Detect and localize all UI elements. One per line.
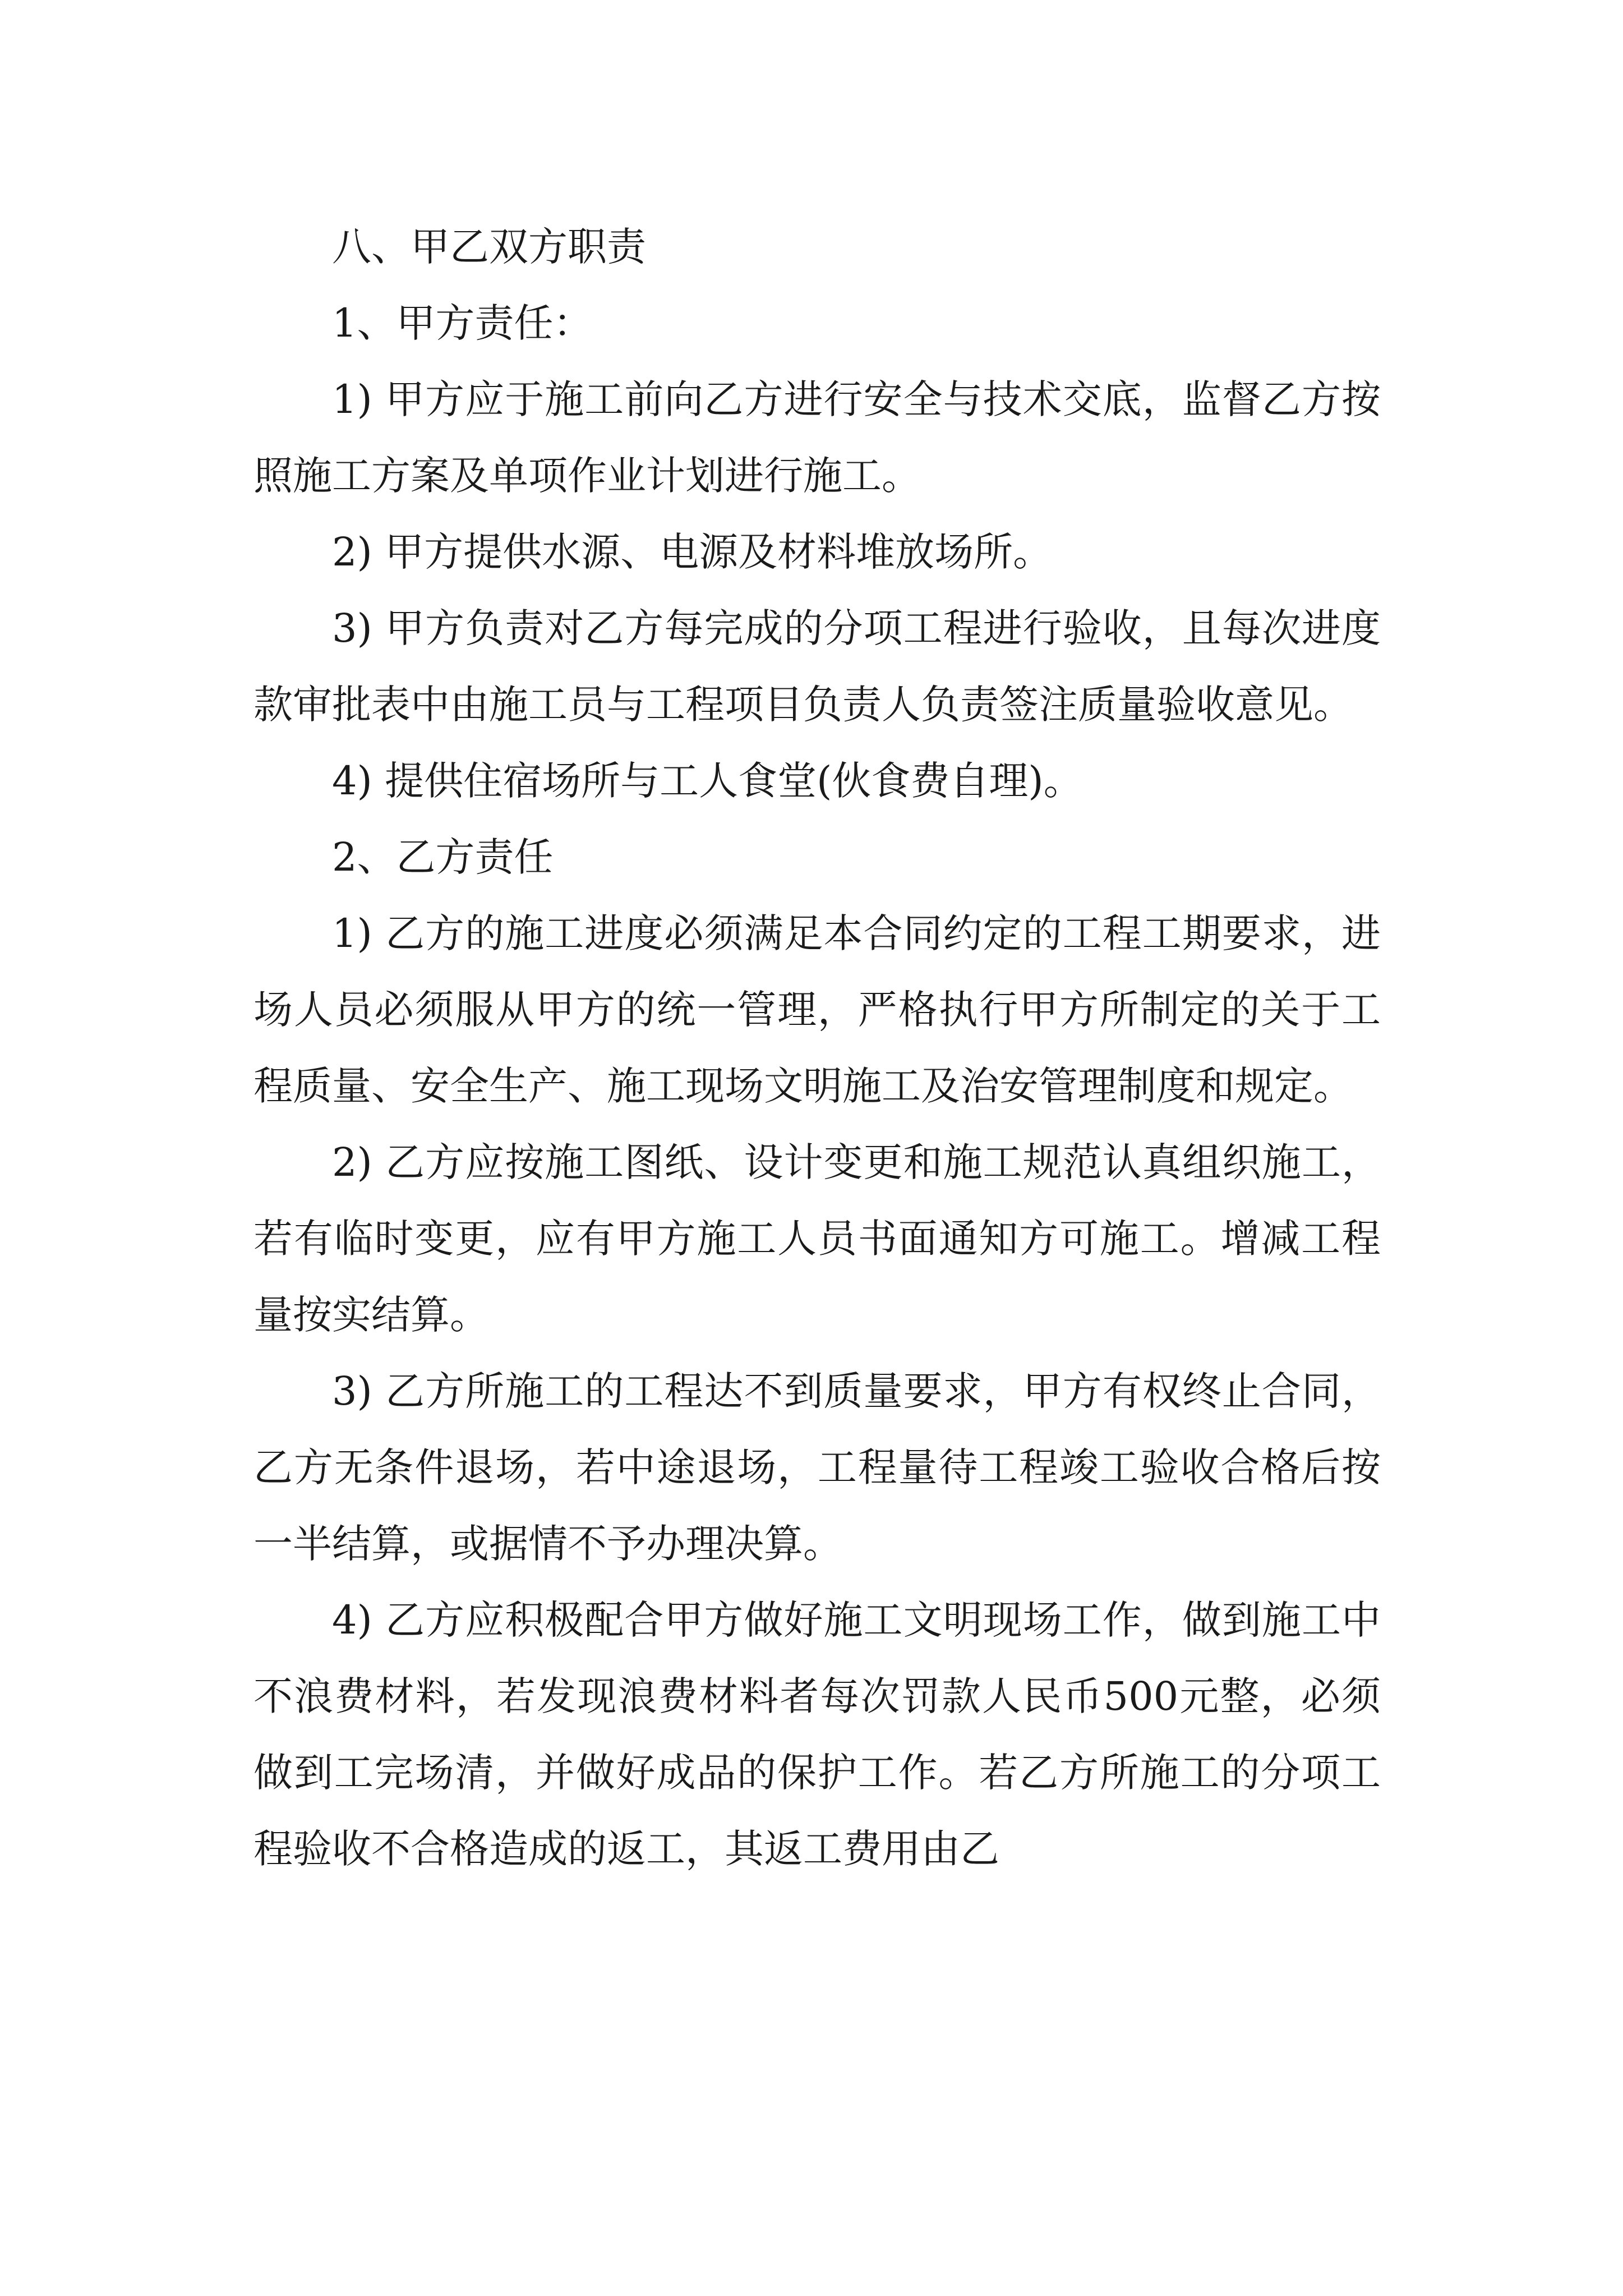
party-b-item-2: 2) 乙方应按施工图纸、设计变更和施工规范认真组织施工，若有临时变更，应有甲方施工人员书面通知方可施工。增减工程量按实结算。 <box>253 1139 1381 1338</box>
party-a-item-2: 2) 甲方提供水源、电源及材料堆放场所。 <box>332 529 1053 575</box>
subheading-party-a-responsibility: 1、甲方责任： <box>332 300 593 346</box>
section-heading-responsibilities: 八、甲乙双方职责 <box>332 224 646 270</box>
party-a-item-4: 4) 提供住宿场所与工人食堂(伙食费自理)。 <box>332 758 1083 804</box>
party-b-item-1: 1) 乙方的施工进度必须满足本合同约定的工程工期要求，进场人员必须服从甲方的统一管理，严格执行甲方所制定的关于工程质量、安全生产、施工现场文明施工及治安管理制度和规定。 <box>253 910 1381 1109</box>
party-b-item-3: 3) 乙方所施工的工程达不到质量要求，甲方有权终止合同，乙方无条件退场，若中途退场，工程量待工程竣工验收合格后按一半结算，或据情不予办理决算。 <box>253 1368 1381 1567</box>
subheading-party-b-responsibility: 2、乙方责任 <box>332 834 554 880</box>
document-body <box>253 209 1381 1887</box>
party-b-item-4: 4) 乙方应积极配合甲方做好施工文明现场工作，做到施工中不浪费材料，若发现浪费材料者每次罚款人民币500元整，必须做到工完场清，并做好成品的保护工作。若乙方所施工的分项工程验收不合格造成的返工，其返工费用由乙 <box>253 1597 1381 1872</box>
party-a-item-3: 3) 甲方负责对乙方每完成的分项工程进行验收，且每次进度款审批表中由施工员与工程项目负责人负责签注质量验收意见。 <box>253 605 1381 728</box>
party-a-item-1: 1) 甲方应于施工前向乙方进行安全与技术交底，监督乙方按照施工方案及单项作业计划进行施工。 <box>253 376 1381 499</box>
